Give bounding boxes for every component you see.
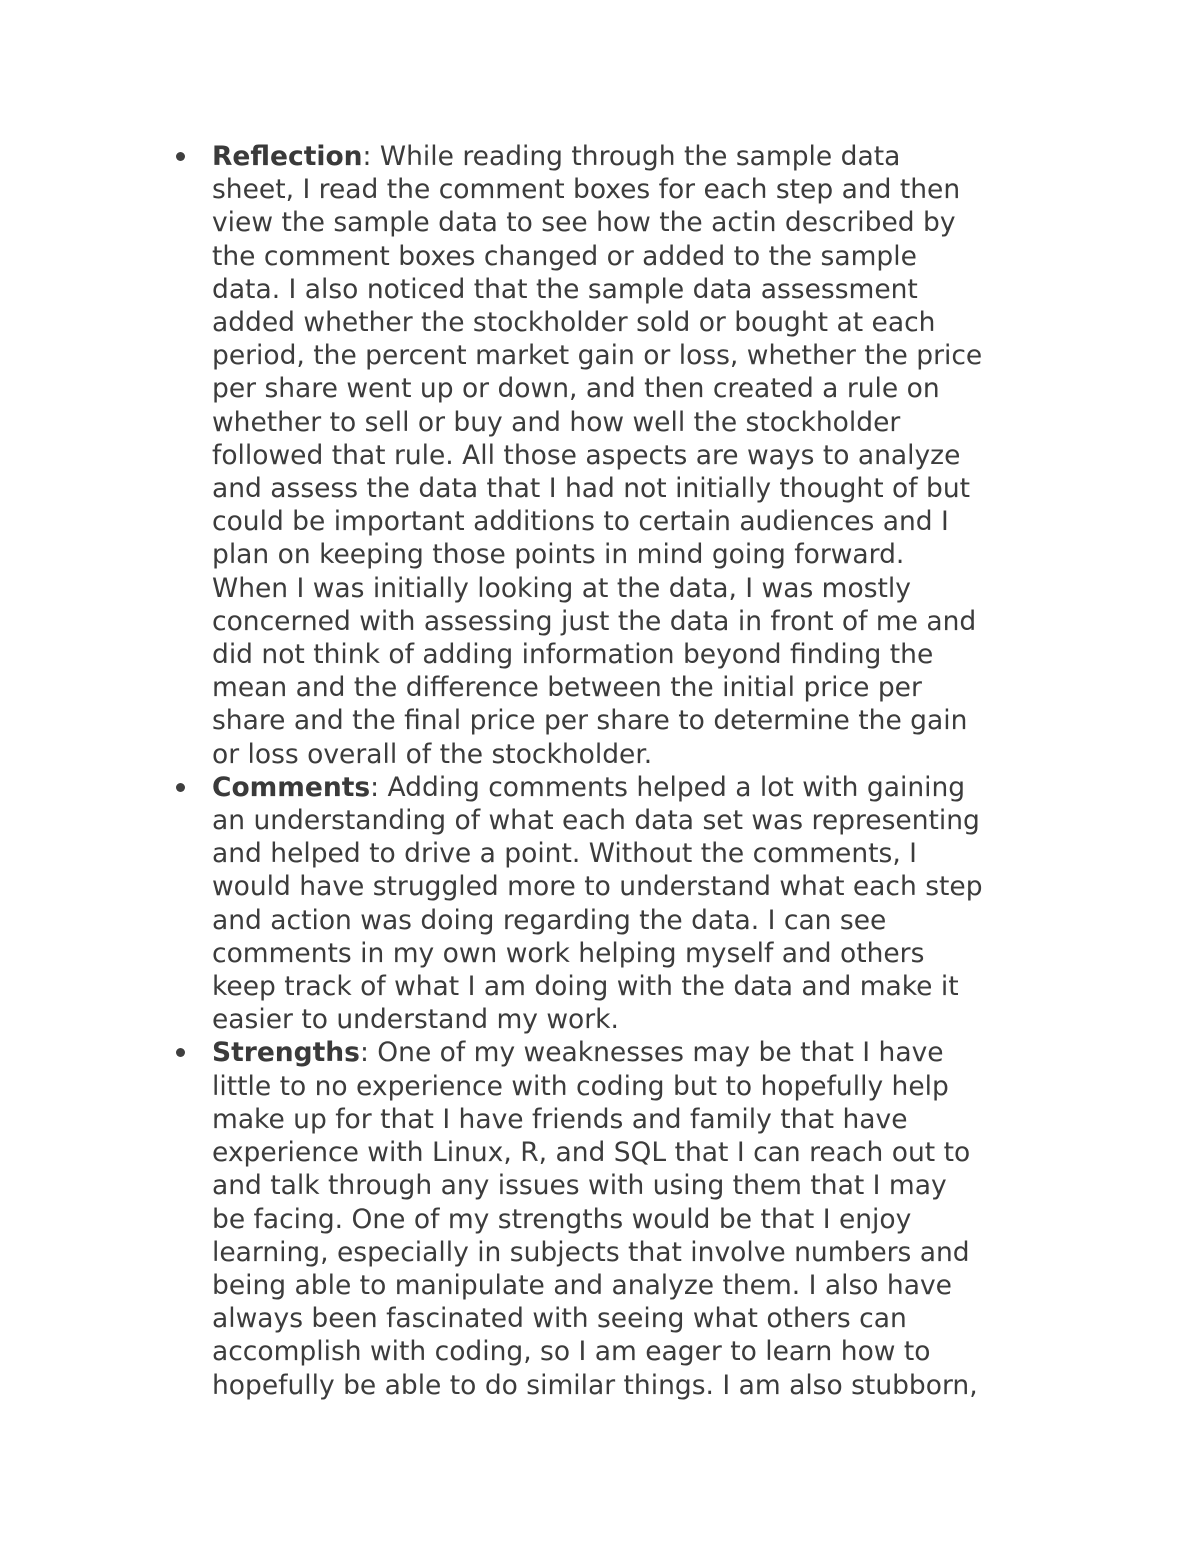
text-line: period, the percent market gain or loss, whether the price (212, 340, 983, 372)
text-line: hopefully be able to do similar things. I am also stubborn, (212, 1369, 978, 1401)
text-line: make up for that I have friends and family that have (212, 1103, 908, 1135)
text-line: comments in my own work helping myself and others (212, 937, 925, 969)
bullet-icon (176, 152, 185, 161)
list-item-strengths (170, 1036, 1070, 1401)
list-item-text (212, 140, 1070, 771)
item-heading: Comments (212, 771, 371, 803)
text-line: keep track of what I am doing with the data and make it (212, 971, 959, 1003)
text-line: plan on keeping those points in mind going forward. (212, 539, 905, 571)
bullet-list (170, 140, 1070, 1402)
list-item-text (212, 771, 1070, 1037)
text-line: easier to understand my work. (212, 1004, 619, 1036)
text-line: would have struggled more to understand what each step (212, 871, 983, 903)
text-line: and talk through any issues with using them that I may (212, 1170, 947, 1202)
first-line-text: : While reading through the sample data (362, 141, 901, 172)
first-line-text: : Adding comments helped a lot with gaining (370, 771, 966, 803)
text-line: an understanding of what each data set was representing (212, 805, 980, 837)
text-line: mean and the difference between the initial price per (212, 672, 922, 704)
list-item-comments (170, 771, 1070, 1037)
text-line: accomplish with coding, so I am eager to learn how to (212, 1336, 931, 1368)
text-line: When I was initially looking at the data, I was mostly (212, 572, 911, 604)
text-line: be facing. One of my strengths would be that I enjoy (212, 1203, 912, 1235)
bullet-icon (176, 1048, 185, 1057)
text-line: concerned with assessing just the data in front of me and (212, 605, 977, 637)
text-line: and assess the data that I had not initially thought of but (212, 473, 971, 505)
text-line: or loss overall of the stockholder. (212, 738, 653, 770)
first-line-text: : One of my weaknesses may be that I have (359, 1037, 944, 1069)
text-line: added whether the stockholder sold or bought at each (212, 307, 936, 339)
text-line: always been fascinated with seeing what others can (212, 1303, 907, 1335)
text-line: learning, especially in subjects that involve numbers and (212, 1236, 970, 1268)
first-line (212, 771, 1070, 804)
text-line: the comment boxes changed or added to the sample (212, 240, 917, 272)
text-line: and action was doing regarding the data. I can see (212, 904, 887, 936)
text-line: and helped to drive a point. Without the comments, I (212, 838, 917, 870)
item-heading: Strengths (212, 1037, 360, 1069)
text-line: being able to manipulate and analyze them. I also have (212, 1269, 952, 1301)
text-line: sheet, I read the comment boxes for each step and then (212, 174, 961, 206)
text-line: could be important additions to certain audiences and I (212, 506, 949, 538)
text-line: little to no experience with coding but to hopefully help (212, 1070, 949, 1102)
text-line: data. I also noticed that the sample data assessment (212, 273, 918, 305)
text-line: whether to sell or buy and how well the stockholder (212, 406, 901, 438)
first-line (212, 1036, 1070, 1069)
list-item-reflection (170, 140, 1070, 771)
list-item-text (212, 1036, 1070, 1401)
text-line: did not think of adding information beyond finding the (212, 639, 934, 671)
item-heading: Reflection (212, 141, 363, 172)
bullet-icon (176, 783, 185, 792)
text-line: followed that rule. All those aspects are ways to analyze (212, 439, 961, 471)
text-line: view the sample data to see how the actin described by (212, 207, 956, 239)
text-line: share and the final price per share to determine the gain (212, 705, 968, 737)
text-line: per share went up or down, and then created a rule on (212, 373, 940, 405)
text-line: experience with Linux, R, and SQL that I can reach out to (212, 1137, 971, 1169)
first-line (212, 140, 1070, 173)
